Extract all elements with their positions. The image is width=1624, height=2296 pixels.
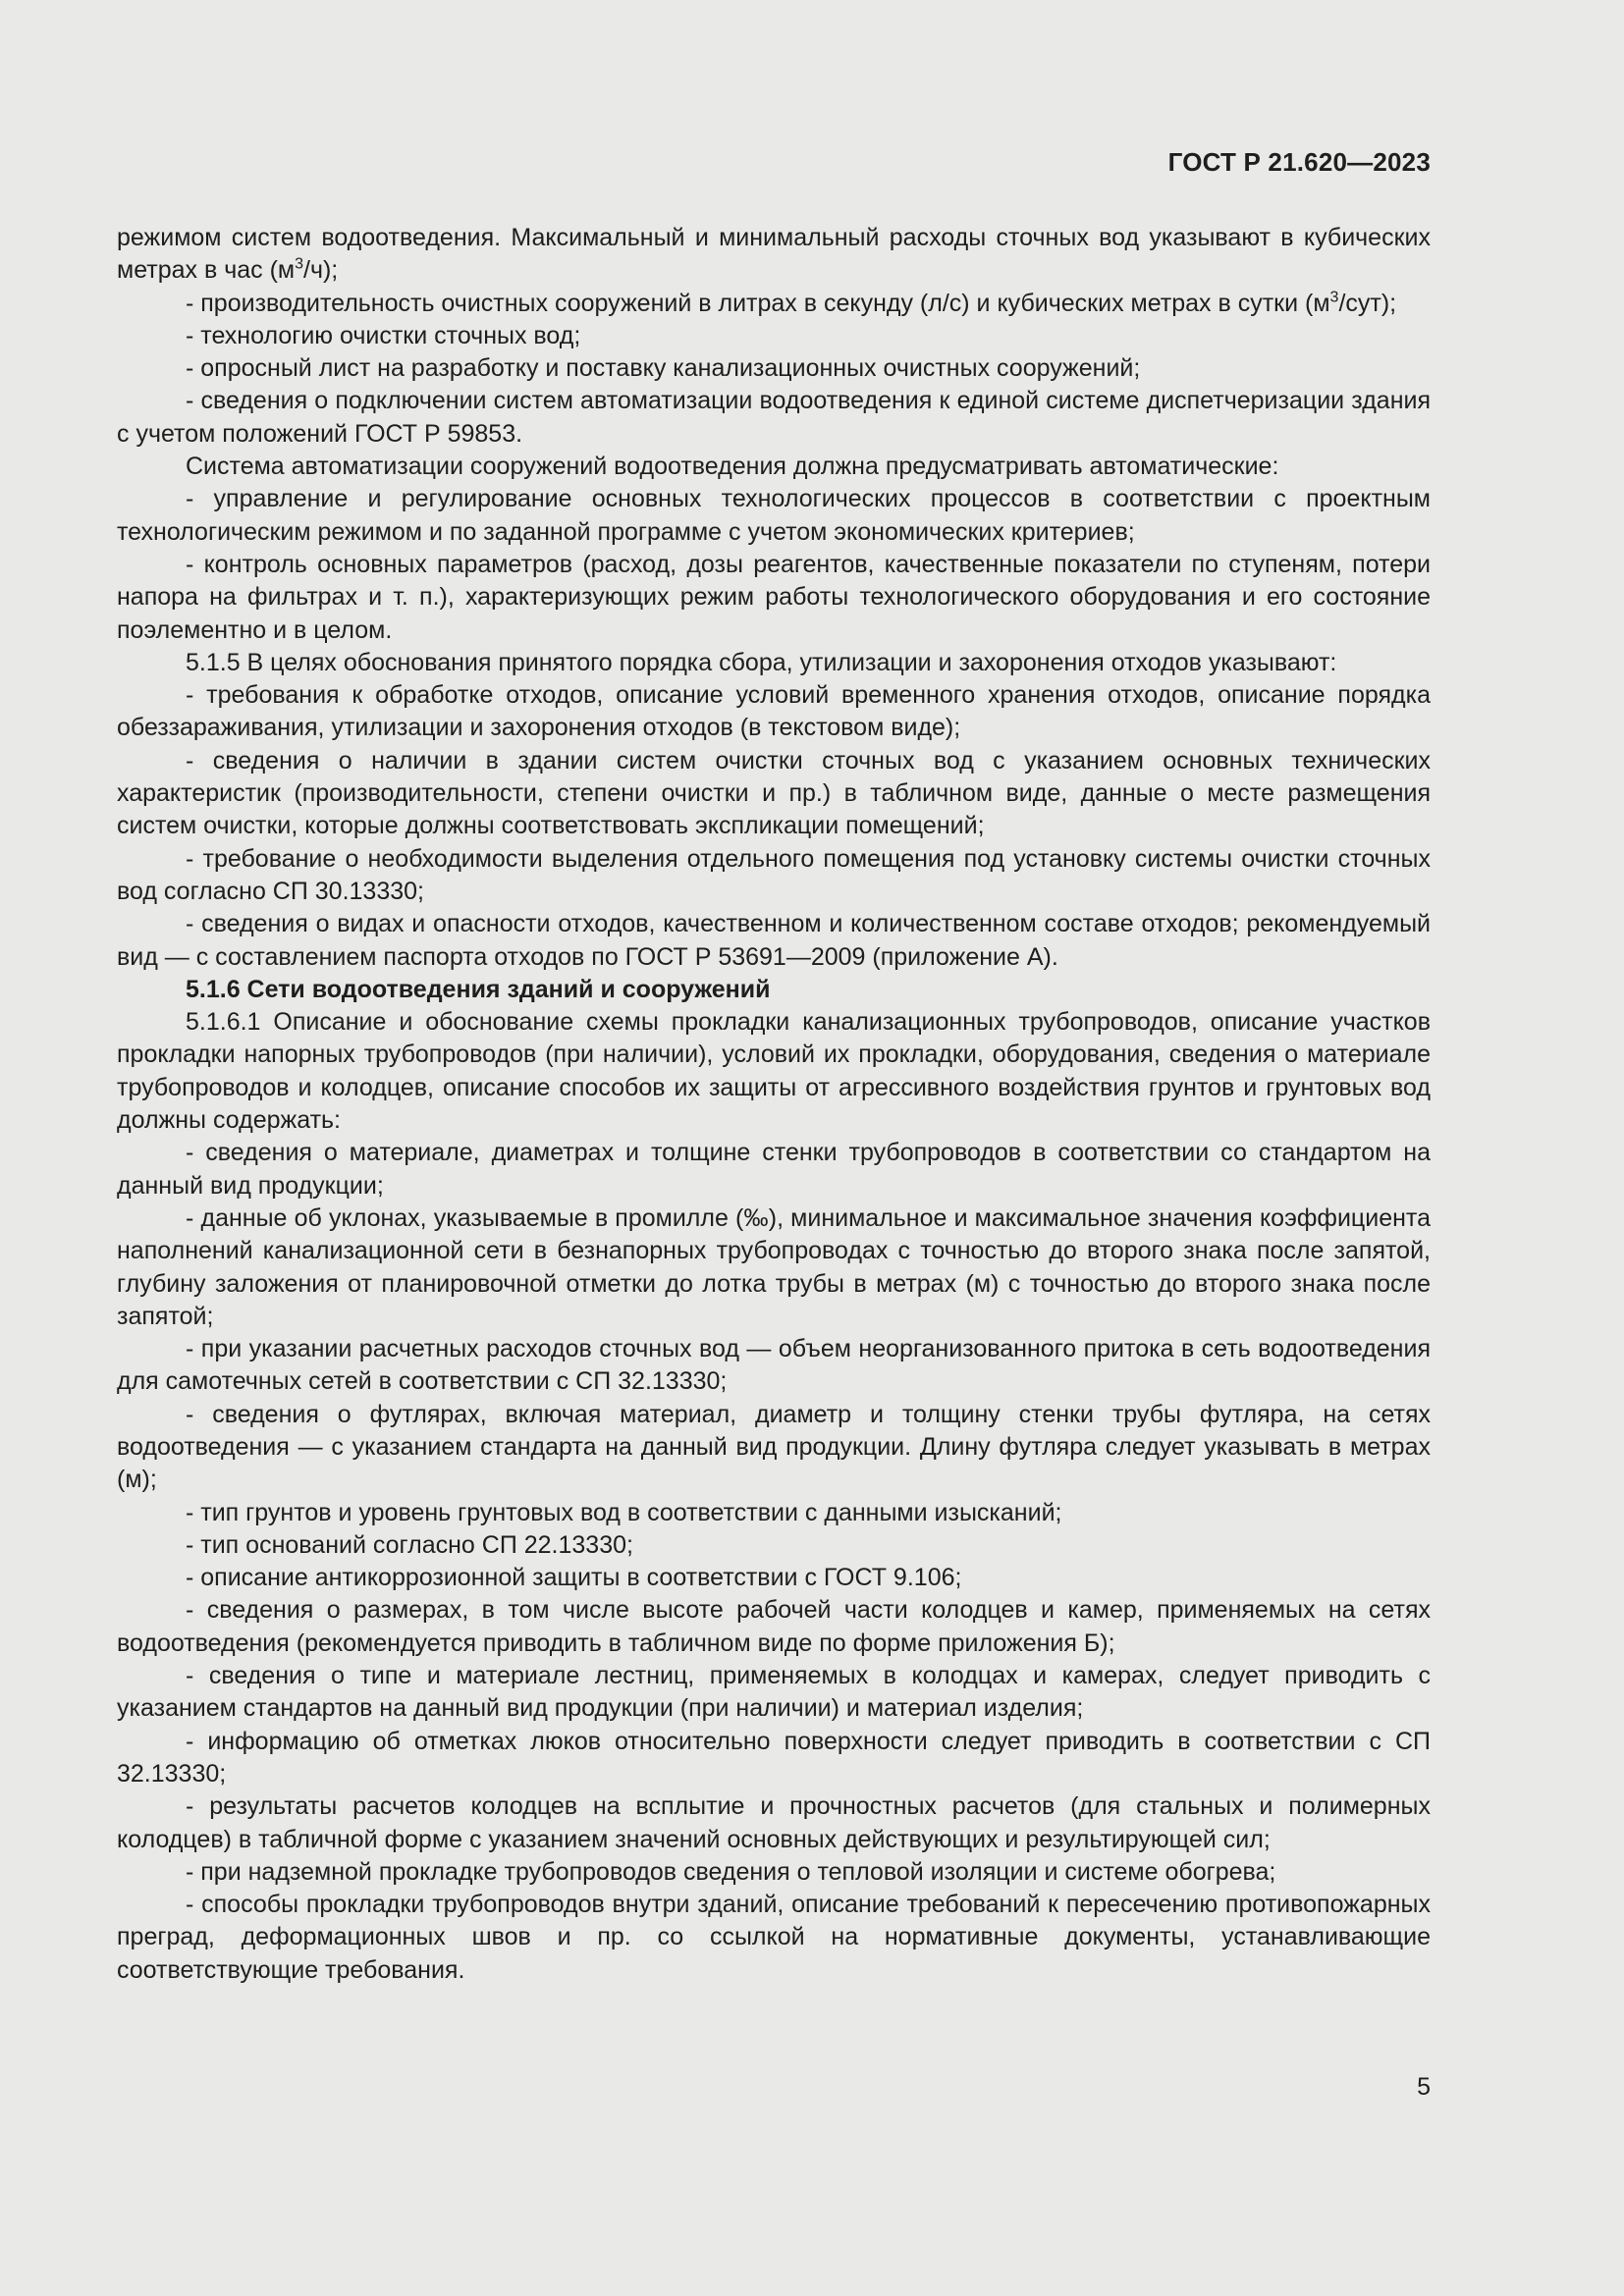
list-item: - при надземной прокладке трубопроводов сведения о тепловой изоляции и системе обогрева;: [186, 1857, 1276, 1886]
list-item: - требования к обработке отходов, описание условий временного хранения отходов, описание порядка обеззараживания, утилизации и захоронения отходов (в текстовом виде);: [117, 681, 1431, 742]
list-item: - описание антикоррозионной защиты в соответствии с ГОСТ 9.106;: [186, 1564, 962, 1592]
list-item: - при указании расчетных расходов сточных вод — объем неорганизованного притока в сеть водоотведения для самотечных сетей в соответствии с СП 32.13330;: [117, 1335, 1431, 1396]
list-item: - тип оснований согласно СП 22.13330;: [186, 1530, 633, 1559]
list-item: - технологию очистки сточных вод;: [186, 321, 581, 349]
list-item: - сведения о наличии в здании систем очистки сточных вод с указанием основных технических характеристик (производительности, степени очистки и пр.) в табличном виде, данные о месте размещения систем очистки, которые должны соответствовать экспликации помещений;: [117, 746, 1431, 840]
list-item: - сведения о подключении систем автоматизации водоотведения к единой системе диспетчеризации здания с учетом положений ГОСТ Р 59853.: [117, 387, 1431, 448]
text-fragment: режимом систем водоотведения. Максимальный и минимальный расходы сточных вод указывают в кубических метрах в час (м: [117, 224, 1431, 285]
list-item: - управление и регулирование основных технологических процессов в соответствии с проектным технологическим режимом и по заданной программе с учетом экономических критериев;: [117, 485, 1431, 546]
list-item: - тип грунтов и уровень грунтовых вод в соответствии с данными изысканий;: [186, 1498, 1062, 1526]
page-number: 5: [1417, 2073, 1431, 2101]
list-item: - сведения о размерах, в том числе высоте рабочей части колодцев и камер, применяемых на сетях водоотведения (рекомендуется приводить в табличном виде по форме приложения Б);: [117, 1596, 1431, 1657]
list-item: - информацию об отметках люков относительно поверхности следует приводить в соответствии с СП 32.13330;: [117, 1727, 1431, 1788]
paragraph-continuation: [117, 222, 1431, 288]
list-item: - сведения о футлярах, включая материал, диаметр и толщину стенки трубы футляра, на сетях водоотведения — с указанием стандарта на данный вид продукции. Длину футляра следует указывать в метрах (м);: [117, 1400, 1431, 1494]
list-item: [117, 288, 1431, 320]
text-fragment: /сут);: [1338, 289, 1397, 317]
list-item: - сведения о типе и материале лестниц, применяемых в колодцах и камерах, следует приводить с указанием стандартов на данный вид продукции (при наличии) и материал изделия;: [117, 1662, 1431, 1723]
list-item: - опросный лист на разработку и поставку канализационных очистных сооружений;: [186, 354, 1141, 383]
text-fragment: - производительность очистных сооружений в литрах в секунду (л/с) и кубических метрах в сутки (м: [186, 289, 1330, 317]
paragraph: 5.1.5 В целях обоснования принятого порядка сбора, утилизации и захоронения отходов указывают:: [186, 648, 1337, 676]
document-body: [117, 222, 1431, 1987]
list-item: - сведения о материале, диаметрах и толщине стенки трубопроводов в соответствии со стандартом на данный вид продукции;: [117, 1139, 1431, 1200]
list-item: - данные об уклонах, указываемые в промилле (‰), минимальное и максимальное значения коэффициента наполнений канализационной сети в безнапорных трубопроводах с точностью до второго знака после запятой, глубину заложения от планировочной отметки до лотка трубы в метрах (м) с точностью до второго знака после запятой;: [117, 1203, 1431, 1330]
list-item: - контроль основных параметров (расход, дозы реагентов, качественные показатели по ступеням, потери напора на фильтрах и т. п.), характеризующих режим работы технологического оборудования и его состояние поэлементно и в целом.: [117, 550, 1431, 644]
superscript: 3: [1329, 289, 1339, 306]
list-item: - требование о необходимости выделения отдельного помещения под установку системы очистки сточных вод согласно СП 30.13330;: [117, 844, 1431, 905]
superscript: 3: [295, 255, 303, 273]
document-code-header: ГОСТ Р 21.620—2023: [1167, 147, 1431, 177]
paragraph: 5.1.6.1 Описание и обоснование схемы прокладки канализационных трубопроводов, описание участков прокладки напорных трубопроводов (при наличии), условий их прокладки, оборудования, сведения о материале трубопроводов и колодцев, описание способов их защиты от агрессивного воздействия грунтов и грунтовых вод должны содержать:: [117, 1008, 1431, 1135]
list-item: - способы прокладки трубопроводов внутри зданий, описание требований к пересечению противопожарных преград, деформационных швов и пр. со ссылкой на нормативные документы, устанавливающие соответствующие требования.: [117, 1891, 1431, 1984]
section-heading: 5.1.6 Сети водоотведения зданий и сооружений: [186, 975, 771, 1003]
text-fragment: /ч);: [303, 256, 339, 285]
list-item: - результаты расчетов колодцев на всплытие и прочностных расчетов (для стальных и полимерных колодцев) в табличной форме с указанием значений основных действующих и результирующей сил;: [117, 1792, 1431, 1853]
paragraph: Система автоматизации сооружений водоотведения должна предусматривать автоматические:: [186, 453, 1279, 481]
list-item: - сведения о видах и опасности отходов, качественном и количественном составе отходов; рекомендуемый вид — с составлением паспорта отходов по ГОСТ Р 53691—2009 (приложение А).: [117, 910, 1431, 971]
